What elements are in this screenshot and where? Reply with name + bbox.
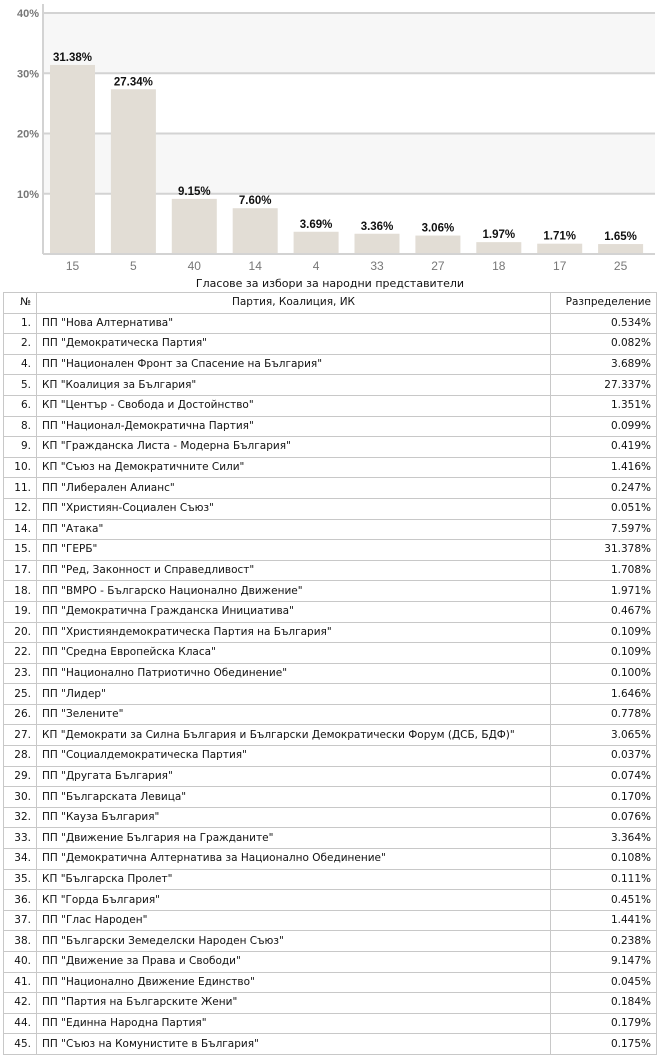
table-row xyxy=(4,334,657,355)
table-row xyxy=(4,1034,657,1055)
table-body xyxy=(4,313,657,1054)
row-number: 25. xyxy=(4,684,37,705)
row-number: 5. xyxy=(4,375,37,396)
row-party: ПП "Движение България на Гражданите" xyxy=(37,828,551,849)
row-number: 18. xyxy=(4,581,37,602)
row-number: 2. xyxy=(4,334,37,355)
table-row xyxy=(4,910,657,931)
row-number: 10. xyxy=(4,457,37,478)
row-party: КП "Коалиция за България" xyxy=(37,375,551,396)
row-share: 0.247% xyxy=(551,478,657,499)
x-tick-label: 4 xyxy=(312,259,320,273)
table-row xyxy=(4,643,657,664)
row-party: ПП "Движение за Права и Свободи" xyxy=(37,952,551,973)
row-number: 15. xyxy=(4,540,37,561)
row-share: 1.646% xyxy=(551,684,657,705)
table-row xyxy=(4,684,657,705)
table-row xyxy=(4,869,657,890)
row-party: КП "Гражданска Листа - Модерна България" xyxy=(37,437,551,458)
bar-27 xyxy=(415,236,460,254)
row-party: ПП "Християндемократическа Партия на България" xyxy=(37,622,551,643)
table-row xyxy=(4,890,657,911)
x-tick-label: 40 xyxy=(187,259,201,273)
table-row xyxy=(4,1013,657,1034)
row-number: 26. xyxy=(4,704,37,725)
y-tick-label: 10% xyxy=(16,188,39,201)
header-number: № xyxy=(4,293,37,314)
row-number: 17. xyxy=(4,560,37,581)
row-number: 11. xyxy=(4,478,37,499)
bar-4 xyxy=(294,232,339,254)
bar-data-label: 3.69% xyxy=(299,218,333,231)
table-row xyxy=(4,993,657,1014)
header-party: Партия, Коалиция, ИК xyxy=(37,293,551,314)
row-share: 1.351% xyxy=(551,395,657,416)
row-share: 0.037% xyxy=(551,746,657,767)
row-party: ПП "Партия на Българските Жени" xyxy=(37,993,551,1014)
bar-17 xyxy=(537,244,582,254)
row-party: ПП "Национално Патриотично Обединение" xyxy=(37,663,551,684)
table-row xyxy=(4,498,657,519)
bar-33 xyxy=(355,234,400,254)
row-number: 44. xyxy=(4,1013,37,1034)
table-row xyxy=(4,313,657,334)
row-number: 32. xyxy=(4,807,37,828)
table-row xyxy=(4,395,657,416)
row-number: 41. xyxy=(4,972,37,993)
row-share: 27.337% xyxy=(551,375,657,396)
row-party: КП "Център - Свобода и Достойнство" xyxy=(37,395,551,416)
row-party: ПП "Социалдемократическа Партия" xyxy=(37,746,551,767)
row-share: 0.238% xyxy=(551,931,657,952)
table-row xyxy=(4,540,657,561)
row-share: 0.074% xyxy=(551,766,657,787)
row-number: 35. xyxy=(4,869,37,890)
row-party: ПП "ВМРО - Българско Национално Движение" xyxy=(37,581,551,602)
row-party: ПП "Национален Фронт за Спасение на България" xyxy=(37,354,551,375)
row-party: ПП "Средна Европейска Класа" xyxy=(37,643,551,664)
row-share: 0.778% xyxy=(551,704,657,725)
chart-band xyxy=(43,13,655,73)
row-number: 45. xyxy=(4,1034,37,1055)
bar-25 xyxy=(598,244,643,254)
row-share: 0.170% xyxy=(551,787,657,808)
y-tick-label: 30% xyxy=(16,68,39,81)
table-row xyxy=(4,787,657,808)
row-party: КП "Горда България" xyxy=(37,890,551,911)
header-share: Разпределение xyxy=(551,293,657,314)
row-number: 20. xyxy=(4,622,37,643)
row-number: 37. xyxy=(4,910,37,931)
row-party: ПП "Ред, Законност и Справедливост" xyxy=(37,560,551,581)
bar-data-label: 31.38% xyxy=(52,51,93,64)
row-share: 0.451% xyxy=(551,890,657,911)
row-share: 0.051% xyxy=(551,498,657,519)
table-row xyxy=(4,849,657,870)
row-share: 0.175% xyxy=(551,1034,657,1055)
x-tick-label: 33 xyxy=(370,259,384,273)
row-party: КП "Демократи за Силна България и Български Демократически Форум (ДСБ, БДФ)" xyxy=(37,725,551,746)
table-row xyxy=(4,828,657,849)
row-number: 42. xyxy=(4,993,37,1014)
row-number: 9. xyxy=(4,437,37,458)
row-number: 27. xyxy=(4,725,37,746)
bar-data-label: 9.15% xyxy=(177,185,211,198)
table-row xyxy=(4,807,657,828)
table-row xyxy=(4,704,657,725)
table-row xyxy=(4,725,657,746)
table-row xyxy=(4,437,657,458)
row-share: 0.045% xyxy=(551,972,657,993)
row-share: 3.364% xyxy=(551,828,657,849)
row-share: 0.099% xyxy=(551,416,657,437)
row-number: 4. xyxy=(4,354,37,375)
row-number: 38. xyxy=(4,931,37,952)
x-tick-label: 27 xyxy=(431,259,445,273)
row-share: 0.076% xyxy=(551,807,657,828)
table-row xyxy=(4,972,657,993)
row-share: 0.179% xyxy=(551,1013,657,1034)
row-share: 0.111% xyxy=(551,869,657,890)
row-share: 0.100% xyxy=(551,663,657,684)
table-row xyxy=(4,581,657,602)
row-party: ПП "Кауза България" xyxy=(37,807,551,828)
bar-data-label: 3.36% xyxy=(360,220,394,233)
row-number: 22. xyxy=(4,643,37,664)
row-share: 0.534% xyxy=(551,313,657,334)
row-number: 34. xyxy=(4,849,37,870)
row-share: 0.467% xyxy=(551,601,657,622)
row-number: 19. xyxy=(4,601,37,622)
row-party: КП "Българска Пролет" xyxy=(37,869,551,890)
row-party: ПП "Съюз на Комунистите в България" xyxy=(37,1034,551,1055)
row-party: ПП "Нова Алтернатива" xyxy=(37,313,551,334)
row-share: 9.147% xyxy=(551,952,657,973)
row-share: 7.597% xyxy=(551,519,657,540)
row-party: ПП "Зелените" xyxy=(37,704,551,725)
table-row xyxy=(4,354,657,375)
row-share: 0.109% xyxy=(551,643,657,664)
row-share: 0.109% xyxy=(551,622,657,643)
bar-40 xyxy=(172,199,217,254)
row-share: 0.184% xyxy=(551,993,657,1014)
row-share: 1.441% xyxy=(551,910,657,931)
row-number: 23. xyxy=(4,663,37,684)
chart-caption: Гласове за избори за народни представители xyxy=(195,277,465,290)
row-share: 1.416% xyxy=(551,457,657,478)
row-party: ПП "Национал-Демократична Партия" xyxy=(37,416,551,437)
row-party: ПП "Демократична Гражданска Инициатива" xyxy=(37,601,551,622)
bar-chart xyxy=(0,0,660,276)
row-party: ПП "Другата България" xyxy=(37,766,551,787)
row-party: ПП "Лидер" xyxy=(37,684,551,705)
row-number: 14. xyxy=(4,519,37,540)
row-share: 0.419% xyxy=(551,437,657,458)
table-row xyxy=(4,375,657,396)
row-number: 1. xyxy=(4,313,37,334)
row-party: ПП "ГЕРБ" xyxy=(37,540,551,561)
table-row xyxy=(4,663,657,684)
bar-14 xyxy=(233,208,278,254)
x-tick-label: 15 xyxy=(65,259,80,273)
table-row xyxy=(4,478,657,499)
table-row xyxy=(4,560,657,581)
x-tick-label: 17 xyxy=(553,259,567,273)
table-row xyxy=(4,622,657,643)
table-row xyxy=(4,766,657,787)
row-share: 0.108% xyxy=(551,849,657,870)
row-party: ПП "Единна Народна Партия" xyxy=(37,1013,551,1034)
table-row xyxy=(4,952,657,973)
row-party: ПП "Национално Движение Единство" xyxy=(37,972,551,993)
row-share: 3.065% xyxy=(551,725,657,746)
row-party: ПП "Глас Народен" xyxy=(37,910,551,931)
row-party: КП "Съюз на Демократичните Сили" xyxy=(37,457,551,478)
row-party: ПП "Демократична Алтернатива за Национално Обединение" xyxy=(37,849,551,870)
bar-15 xyxy=(50,65,95,254)
bar-data-label: 1.65% xyxy=(604,231,637,244)
y-tick-label: 40% xyxy=(16,8,39,20)
table-row xyxy=(4,601,657,622)
table-row xyxy=(4,746,657,767)
bar-data-label: 1.71% xyxy=(543,230,577,243)
row-share: 31.378% xyxy=(551,540,657,561)
row-number: 40. xyxy=(4,952,37,973)
table-row xyxy=(4,457,657,478)
bar-data-label: 7.60% xyxy=(238,195,272,208)
row-party: ПП "Либерален Алианс" xyxy=(37,478,551,499)
y-tick-label: 20% xyxy=(16,128,39,141)
bar-18 xyxy=(476,242,521,254)
x-tick-label: 18 xyxy=(492,259,506,273)
row-number: 29. xyxy=(4,766,37,787)
row-number: 28. xyxy=(4,746,37,767)
y-axis-ticks xyxy=(17,8,39,201)
x-axis-ticks xyxy=(66,259,628,273)
row-party: ПП "Атака" xyxy=(37,519,551,540)
x-tick-label: 14 xyxy=(248,259,262,273)
row-party: ПП "Християн-Социален Съюз" xyxy=(37,498,551,519)
table-row xyxy=(4,416,657,437)
row-share: 0.082% xyxy=(551,334,657,355)
x-tick-label: 5 xyxy=(130,259,137,273)
row-number: 6. xyxy=(4,395,37,416)
table-row xyxy=(4,931,657,952)
table-row xyxy=(4,519,657,540)
bar-5 xyxy=(111,89,156,254)
row-party: ПП "Българската Левица" xyxy=(37,787,551,808)
row-share: 1.971% xyxy=(551,581,657,602)
row-number: 30. xyxy=(4,787,37,808)
row-share: 3.689% xyxy=(551,354,657,375)
row-party: ПП "Демократическа Партия" xyxy=(37,334,551,355)
bar-data-label: 3.06% xyxy=(421,222,455,235)
row-number: 33. xyxy=(4,828,37,849)
results-table xyxy=(3,292,657,1055)
x-tick-label: 25 xyxy=(613,259,628,273)
row-number: 12. xyxy=(4,498,37,519)
row-number: 8. xyxy=(4,416,37,437)
row-share: 1.708% xyxy=(551,560,657,581)
row-party: ПП "Български Земеделски Народен Съюз" xyxy=(37,931,551,952)
bar-data-label: 27.34% xyxy=(113,76,153,89)
bar-data-label: 1.97% xyxy=(482,229,516,242)
table-header-row xyxy=(4,293,657,314)
row-number: 36. xyxy=(4,890,37,911)
